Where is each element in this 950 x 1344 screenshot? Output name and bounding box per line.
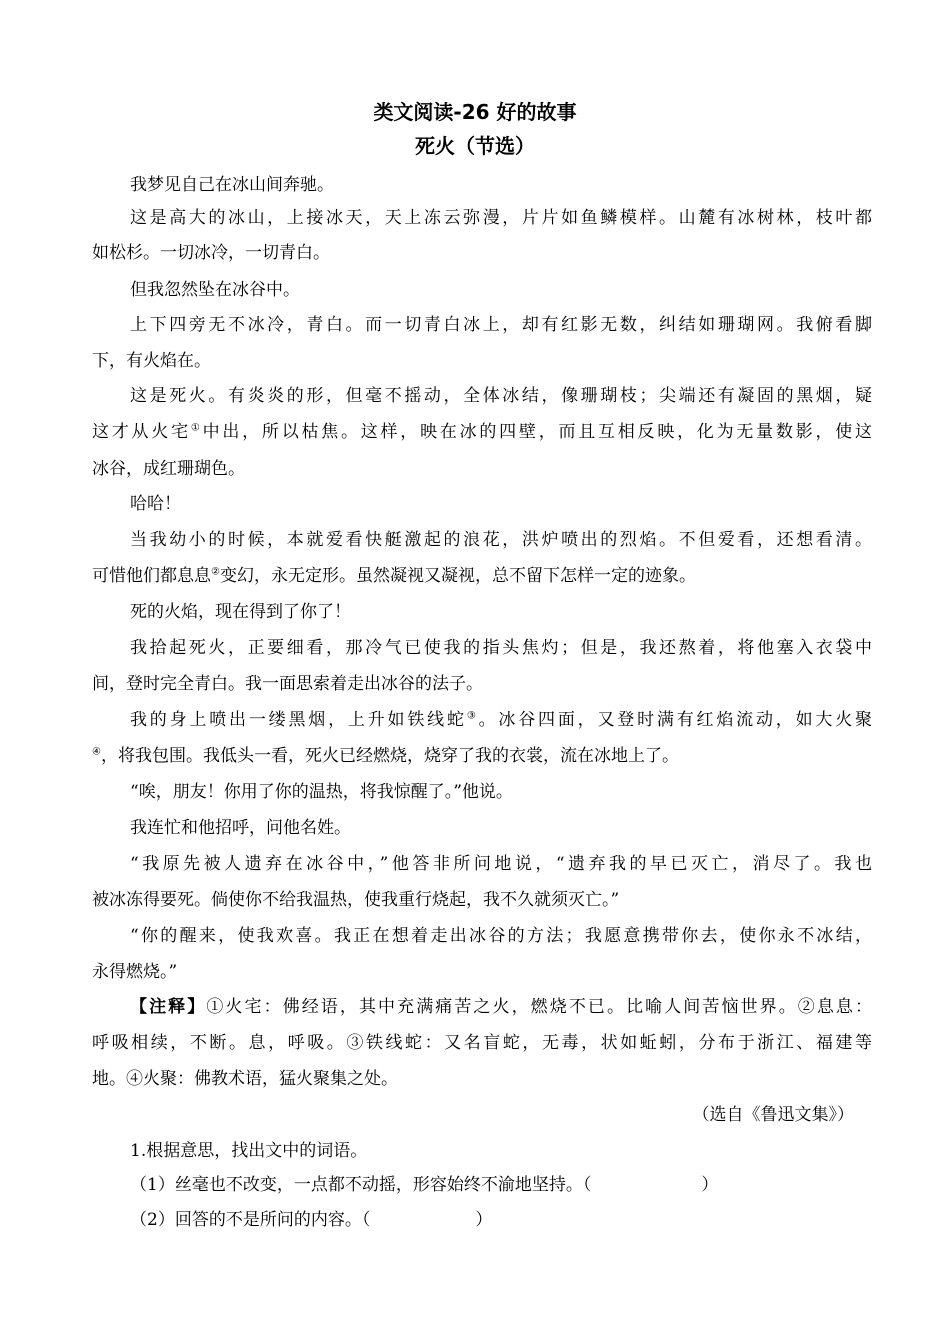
notes-line [130,995,872,1019]
paragraph-line: 但我忽然坠在冰谷中。 [130,280,300,300]
paragraph-line: 这是高大的冰山，上接冰天，天上冻云弥漫，片片如鱼鳞模样。山麓有冰树林，枝叶都 [130,208,872,228]
notes-line: 地。④火聚：佛教术语，猛火聚集之处。 [92,1069,398,1089]
footnote-marker: ② [211,566,220,578]
footnote-marker: ① [190,422,203,434]
paragraph-line: 我拾起死火，正要细看，那冷气已使我的指头焦灼；但是，我还熬着，将他塞入衣袋中 [130,638,872,658]
paragraph-line: 上下四旁无不冰冷，青白。而一切青白冰上，却有红影无数，纠结如珊瑚网。我俯看脚 [130,315,872,335]
paragraph-line [92,564,872,588]
text-segment: ，将我包围。我低头一看，死火已经燃烧，烧穿了我的衣裳，流在冰地上了。 [100,746,679,766]
paragraph-line: 下，有火焰在。 [92,351,211,371]
passage-title: 死火（节选） [415,134,535,158]
question-text: （2）回答的不是所问的内容。（ [130,1210,371,1230]
text-segment: 我的身上喷出一缕黑烟，上升如铁线蛇 [130,710,467,730]
paragraph-line [92,420,872,444]
question-item [130,1208,872,1232]
text-segment: 中出，所以枯焦。这样，映在冰的四壁，而且互相反映，化为无量数影，使这 [202,422,873,442]
question-heading: 1.根据意思，找出文中的词语。 [130,1141,368,1161]
question-text: ） [701,1175,719,1195]
question-text: （1）丝毫也不改变，一点都不动摇，形容始终不渝地坚持。（ [130,1175,592,1195]
notes-label: 【注释】 [130,997,207,1017]
footnote-marker: ④ [92,746,101,758]
paragraph-line: 被冰冻得要死。倘使你不给我温热，使我重行烧起，我不久就须灭亡。” [92,890,620,910]
paragraph-line: 我连忙和他招呼，问他名姓。 [130,818,351,838]
paragraph-line: “唉，朋友！你用了你的温热，将我惊醒了。”他说。 [130,782,513,802]
paragraph-line: “你的醒来，使我欢喜。我正在想着走出冰谷的方法；我愿意携带你去，使你永不冰结， [130,926,872,946]
text-segment: 可惜他们都息息 [92,566,211,586]
footnote-marker: ③ [466,710,479,722]
paragraph-line: 如松杉。一切冰冷，一切青白。 [92,243,330,263]
source-citation: （选自《鲁迅文集》） [692,1105,854,1125]
text-segment: 变幻，永无定形。虽然凝视又凝视，总不留下怎样一定的迹象。 [219,566,696,586]
paragraph-line: 永得燃烧。” [92,962,178,982]
question-text: ） [475,1210,493,1230]
paragraph-line: 冰谷，成红珊瑚色。 [92,459,245,479]
paragraph-line: 当我幼小的时候，本就爱看快艇激起的浪花，洪炉喷出的烈焰。不但爱看，还想看清。 [130,530,872,550]
notes-line: 呼吸相续，不断。息，呼吸。③铁线蛇：又名盲蛇，无毒，状如蚯蚓，分布于浙江、福建等 [92,1033,872,1053]
question-item [130,1173,872,1197]
paragraph-line [92,744,872,768]
paragraph-line: 间，登时完全青白。我一面思索着走出冰谷的法子。 [92,674,483,694]
text-segment: ①火宅：佛经语，其中充满痛苦之火，燃烧不已。比喻人间苦恼世界。②息息： [206,997,873,1017]
paragraph-line [130,708,872,732]
paragraph-line: 我梦见自己在冰山间奔驰。 [130,175,334,195]
text-segment: 这才从火宅 [92,422,191,442]
text-segment: 。冰谷四面，又登时满有红焰流动，如大火聚 [478,710,873,730]
page-title: 类文阅读-26 好的故事 [373,100,577,124]
paragraph-line: 哈哈！ [130,494,181,514]
paragraph-line: 这是死火。有炎炎的形，但毫不摇动，全体冰结，像珊瑚枝；尖端还有凝固的黑烟，疑 [130,386,872,406]
paragraph-line: 死的火焰，现在得到了你了！ [130,602,351,622]
paragraph-line: “我原先被人遗弃在冰谷中，”他答非所问地说，“遗弃我的早已灭亡，消尽了。我也 [130,854,872,874]
